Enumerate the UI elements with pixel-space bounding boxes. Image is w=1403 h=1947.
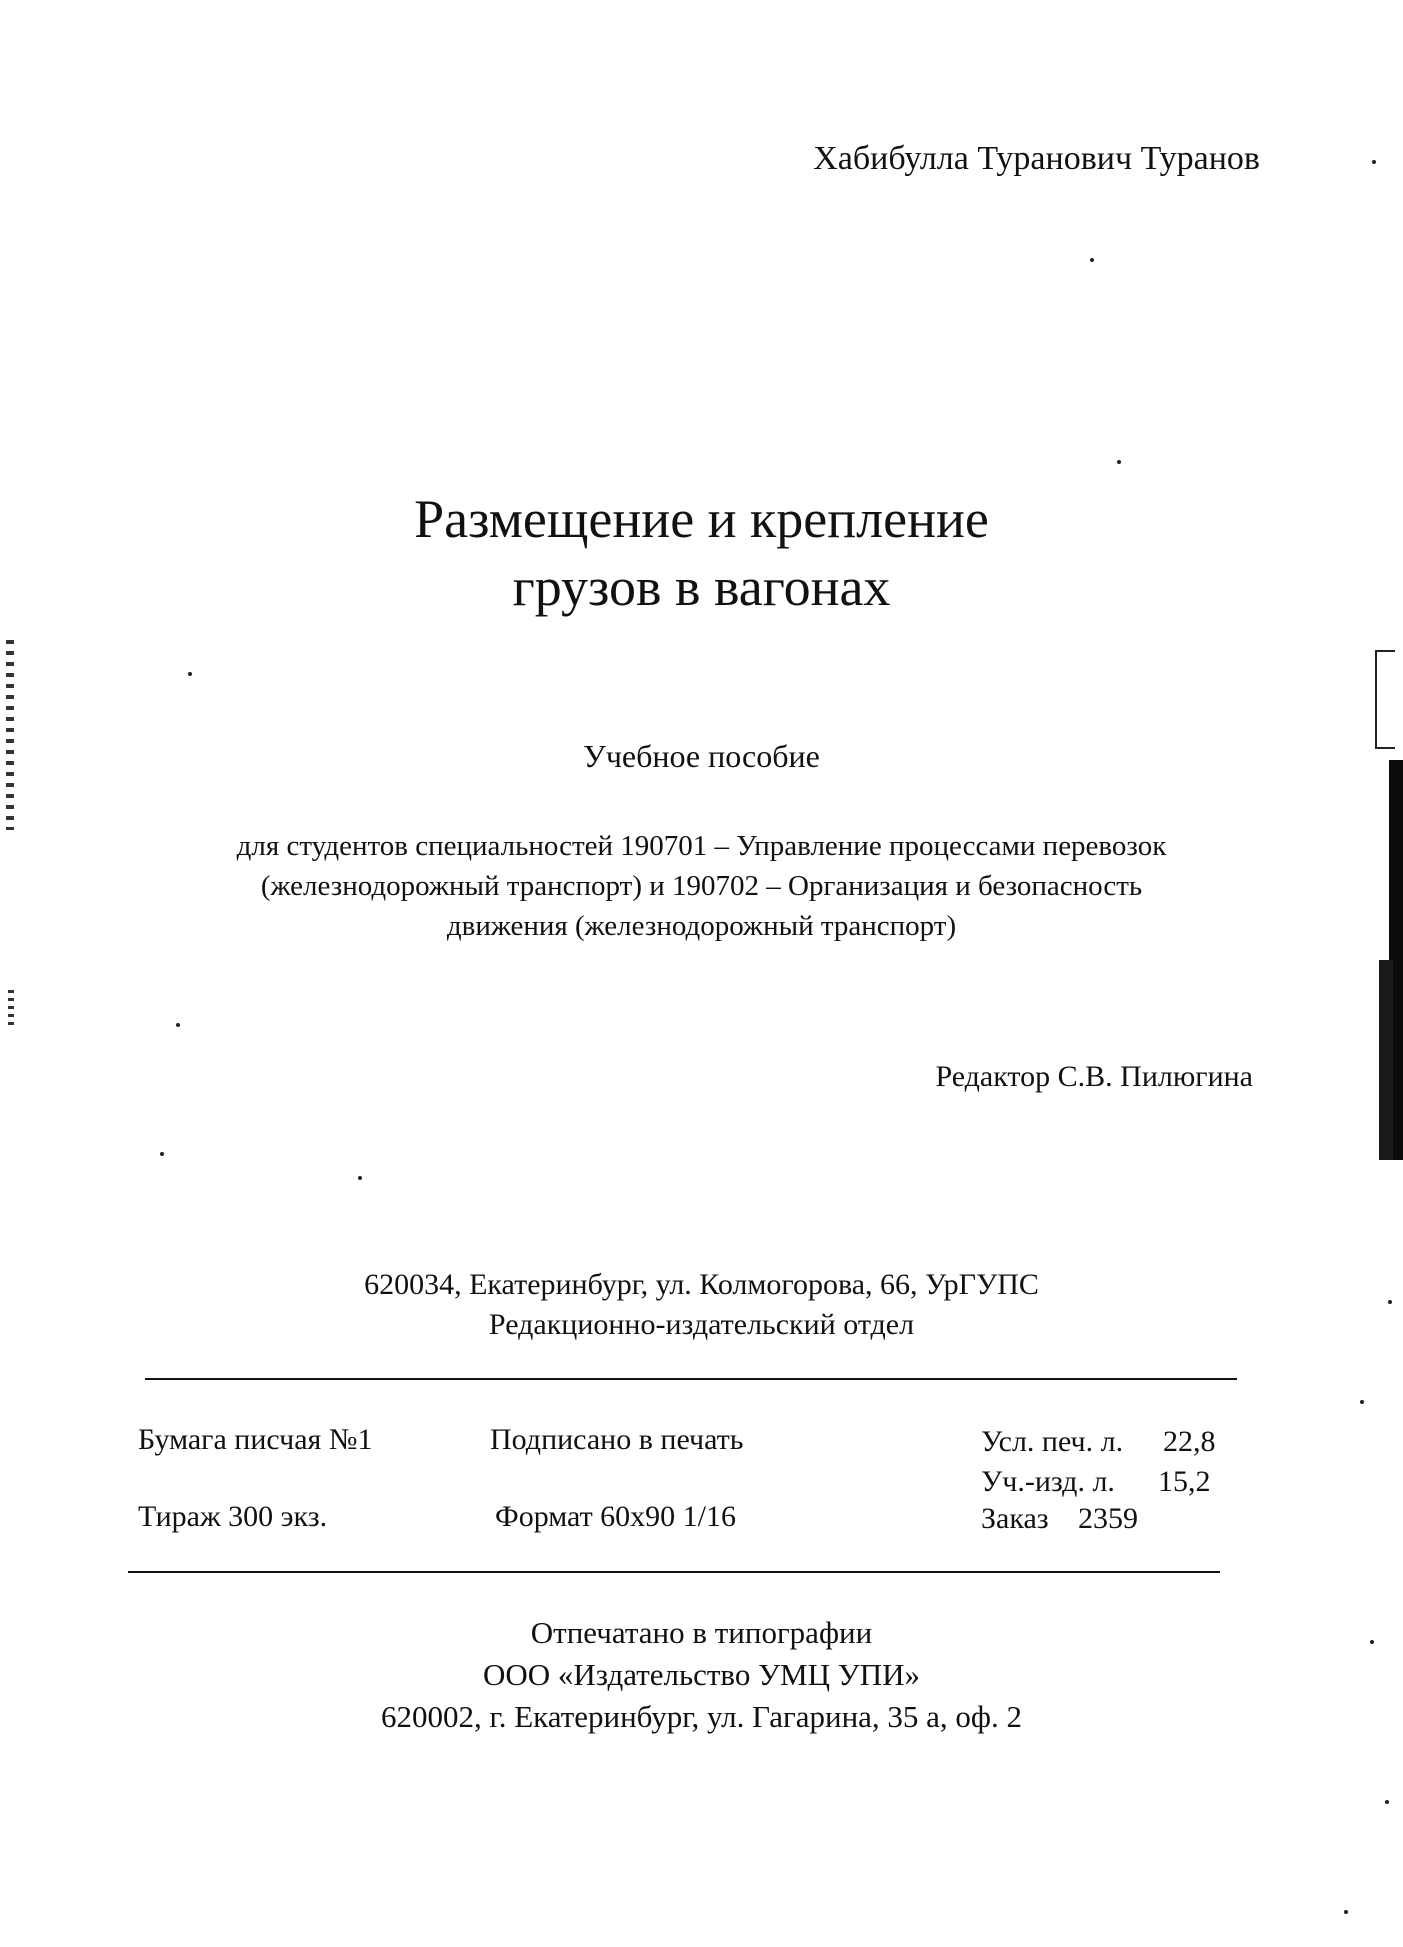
scan-speck bbox=[1117, 460, 1121, 464]
spec-format: Формат 60х90 1/16 bbox=[495, 1500, 737, 1533]
audience-description bbox=[0, 826, 1403, 946]
scan-speck bbox=[1372, 160, 1376, 164]
audience-line-2: (железнодорожный транспорт) и 190702 – Организация и безопасность bbox=[260, 870, 1143, 902]
printer-block bbox=[0, 1612, 1403, 1738]
audience-line-1: для студентов специальностей 190701 – Управление процессами перевозок bbox=[236, 830, 1167, 862]
spec-signed: Подписано в печать bbox=[490, 1423, 744, 1456]
scan-speck bbox=[1090, 258, 1094, 262]
author-name: Хабибулла Туранович Туранов bbox=[813, 140, 1260, 177]
spec-order-label: Заказ bbox=[981, 1502, 1049, 1535]
scan-speck bbox=[358, 1176, 362, 1180]
book-title-line-2: грузов в вагонах bbox=[512, 557, 891, 617]
scan-side-marks-lower bbox=[8, 990, 14, 1030]
spec-order-value: 2359 bbox=[1078, 1502, 1138, 1535]
audience-line-3: движения (железнодорожный транспорт) bbox=[446, 910, 957, 942]
spec-print-sheets-label: Усл. печ. л. bbox=[981, 1425, 1124, 1458]
publisher-block bbox=[0, 1265, 1403, 1345]
scan-speck bbox=[160, 1152, 164, 1156]
printer-line-2: ООО «Издательство УМЦ УПИ» bbox=[483, 1657, 920, 1692]
publisher-department: Редакционно-издательский отдел bbox=[488, 1308, 915, 1341]
scan-shadow-edge-lower bbox=[1379, 960, 1393, 1160]
book-title bbox=[0, 485, 1403, 621]
scan-speck bbox=[1388, 1300, 1392, 1304]
scan-side-marks bbox=[6, 640, 14, 830]
spec-run: Тираж 300 экз. bbox=[138, 1500, 328, 1533]
scan-speck bbox=[176, 1023, 180, 1027]
divider-top bbox=[145, 1378, 1237, 1380]
printer-line-1: Отпечатано в типографии bbox=[530, 1615, 873, 1650]
scan-speck bbox=[1370, 1640, 1374, 1644]
spec-pub-sheets-label: Уч.-изд. л. bbox=[981, 1465, 1115, 1498]
publisher-address: 620034, Екатеринбург, ул. Колмогорова, 66, УрГУПС bbox=[364, 1268, 1039, 1301]
divider-bottom bbox=[128, 1571, 1220, 1573]
scan-binding-mark bbox=[1375, 650, 1395, 749]
editor-credit: Редактор С.В. Пилюгина bbox=[935, 1060, 1253, 1093]
spec-paper: Бумага писчая №1 bbox=[138, 1423, 373, 1456]
spec-pub-sheets-value: 15,2 bbox=[1158, 1465, 1211, 1498]
scan-speck bbox=[188, 672, 192, 676]
printer-line-3: 620002, г. Екатеринбург, ул. Гагарина, 35 а, оф. 2 bbox=[380, 1699, 1023, 1734]
scan-speck bbox=[1360, 1400, 1364, 1404]
scan-speck bbox=[1385, 1800, 1389, 1804]
spec-print-sheets-value: 22,8 bbox=[1163, 1425, 1216, 1458]
scan-speck bbox=[1344, 1910, 1348, 1914]
book-title-line-1: Размещение и крепление bbox=[414, 489, 989, 549]
book-subtitle: Учебное пособие bbox=[583, 738, 820, 774]
